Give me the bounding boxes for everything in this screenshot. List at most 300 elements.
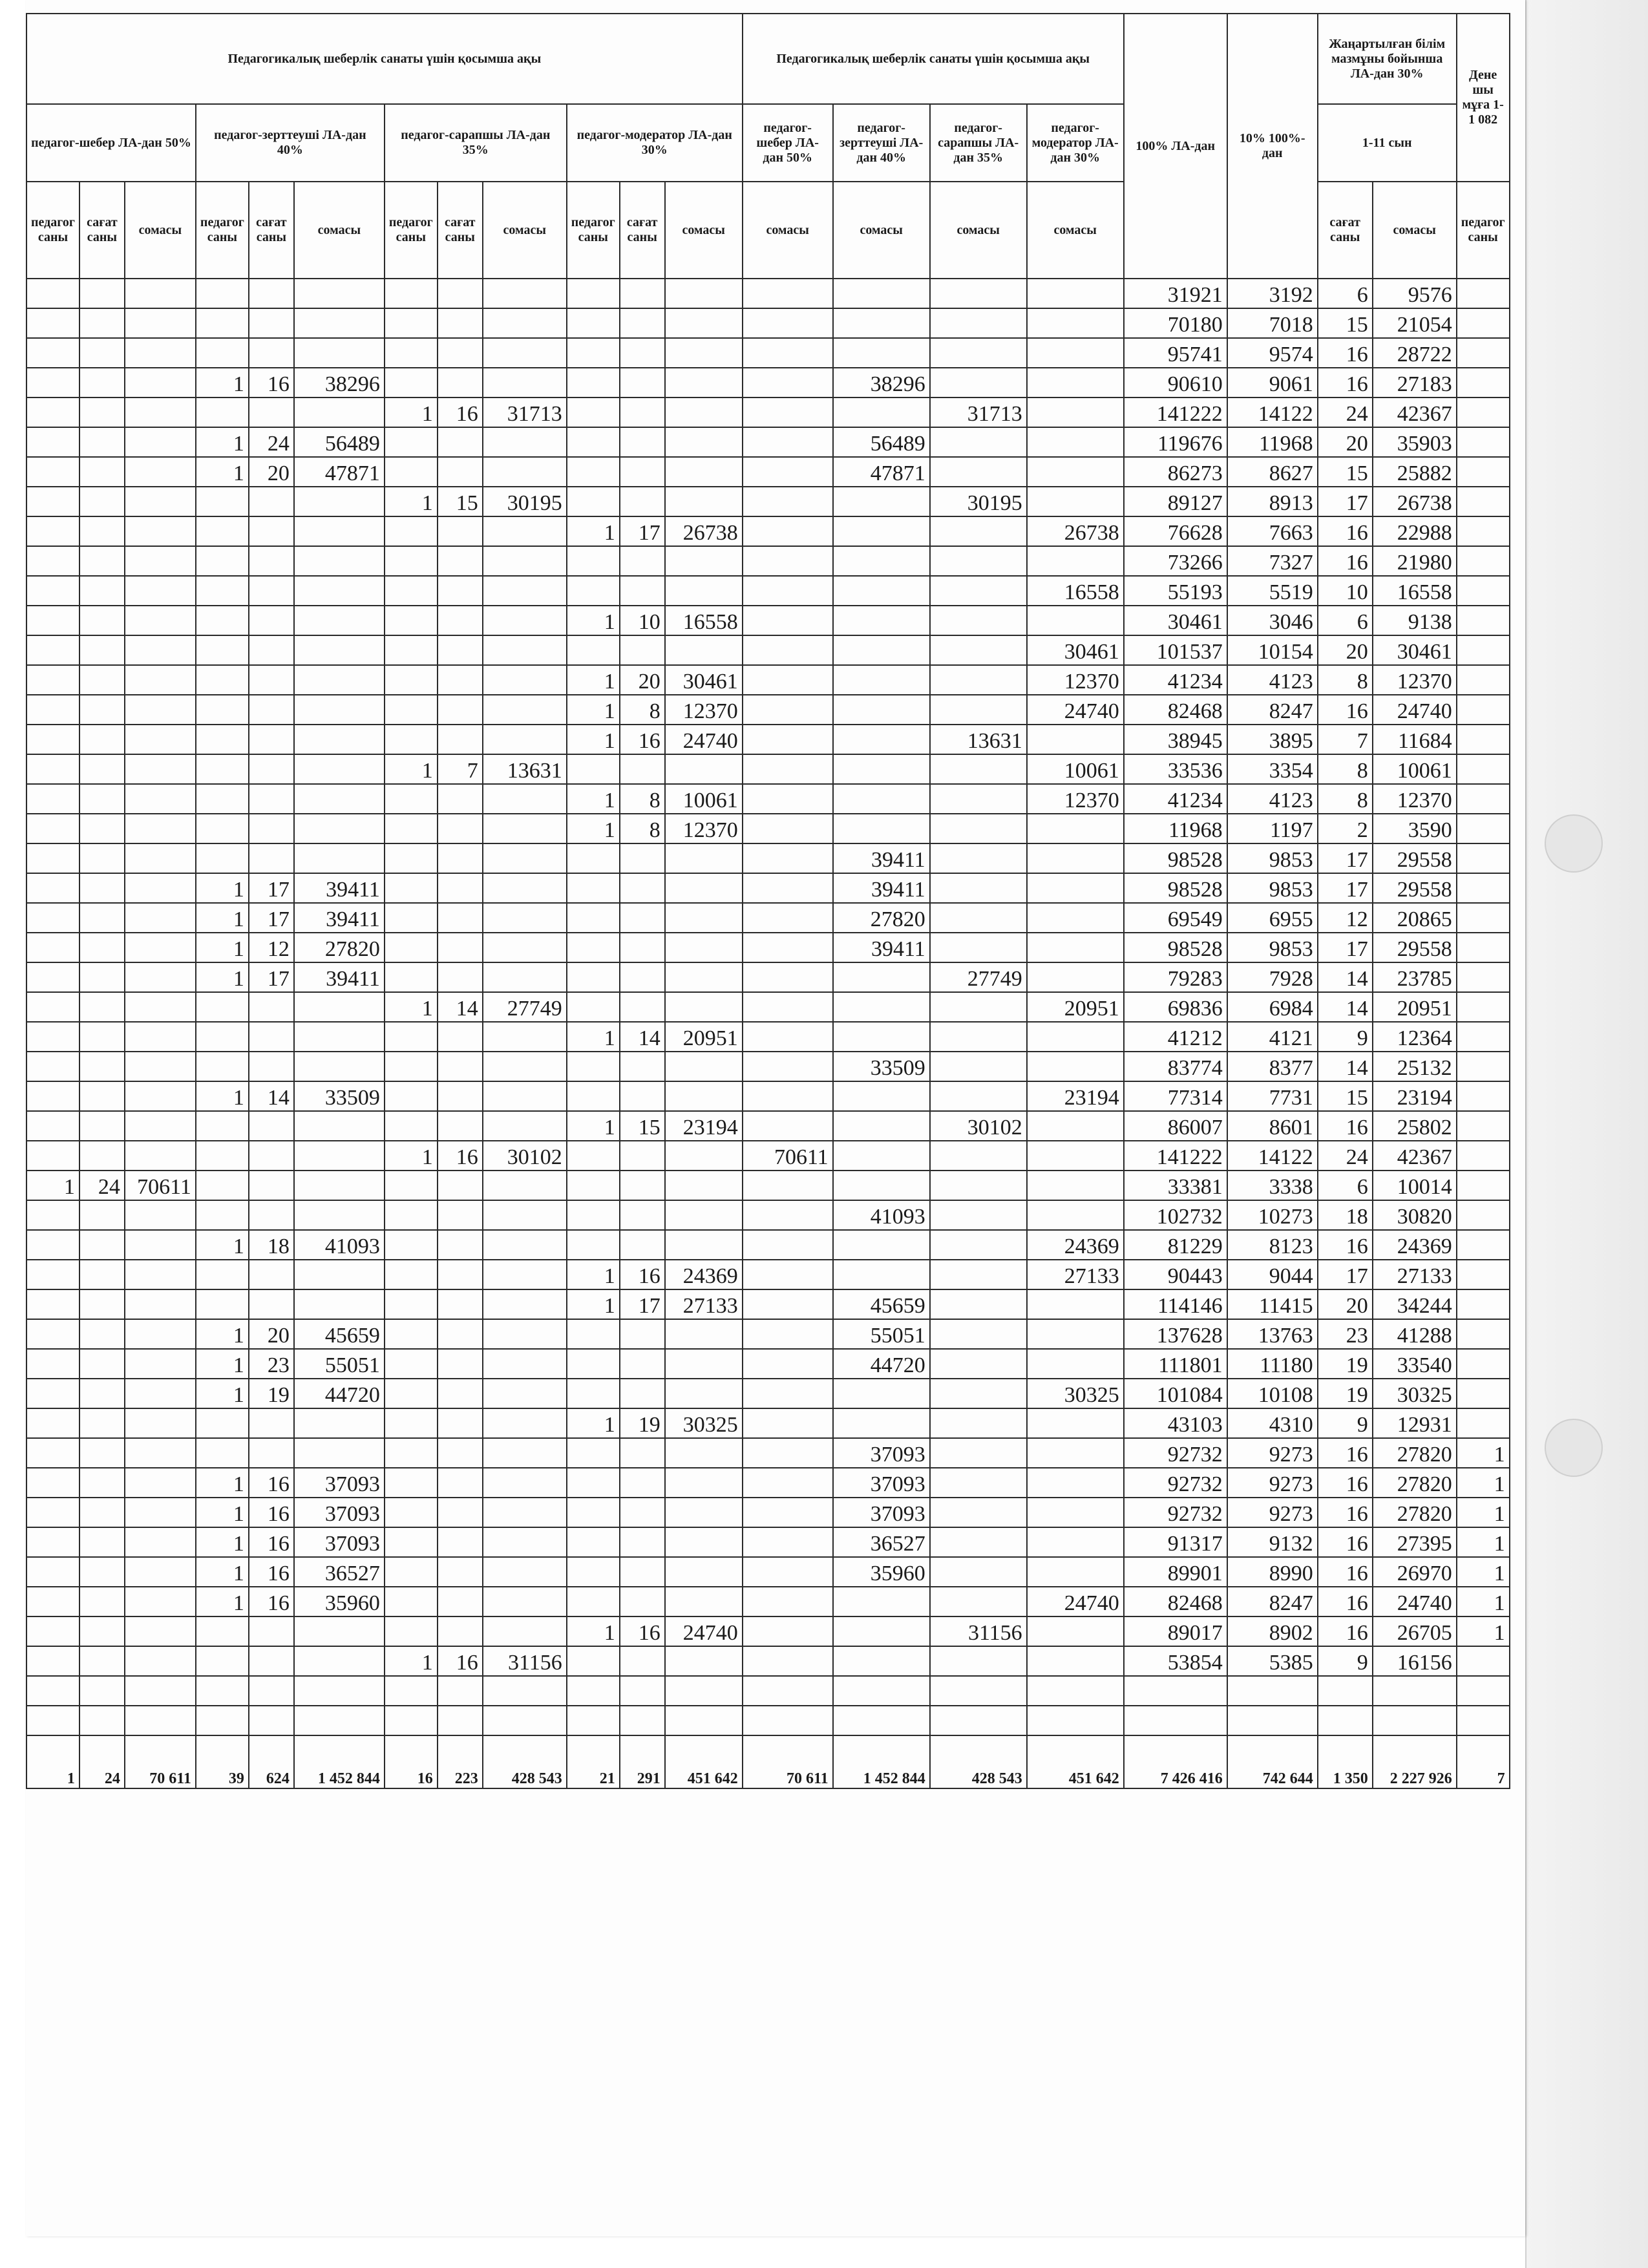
- table-cell: [385, 962, 438, 992]
- table-cell: [1457, 606, 1510, 635]
- table-cell: 1: [196, 1379, 249, 1408]
- table-cell: [125, 1289, 196, 1319]
- table-cell: 15: [620, 1111, 665, 1141]
- table-cell: [743, 1527, 833, 1557]
- table-cell: [743, 784, 833, 814]
- table-cell: 28722: [1373, 338, 1457, 368]
- table-cell: 17: [1318, 843, 1373, 873]
- table-cell: [385, 546, 438, 576]
- table-cell: 10: [1318, 576, 1373, 606]
- table-cell: [125, 1468, 196, 1498]
- table-cell: 27820: [1373, 1468, 1457, 1498]
- table-cell: 29558: [1373, 873, 1457, 903]
- table-cell: [125, 308, 196, 338]
- table-cell: [294, 784, 385, 814]
- table-cell: [385, 576, 438, 606]
- table-cell: [833, 1022, 930, 1052]
- table-cell: [26, 873, 79, 903]
- table-cell: 45659: [833, 1289, 930, 1319]
- table-cell: 12370: [1027, 665, 1124, 695]
- table-cell: [1457, 1141, 1510, 1171]
- table-cell: [483, 1408, 567, 1438]
- table-cell: [1027, 1319, 1124, 1349]
- table-cell: 39411: [833, 933, 930, 962]
- table-cell: [26, 1260, 79, 1289]
- table-cell: [743, 279, 833, 308]
- table-cell: [125, 427, 196, 457]
- table-row: [26, 1468, 1510, 1498]
- header-sagat-sany: сағат саны: [79, 182, 125, 279]
- table-cell: [294, 814, 385, 843]
- table-cell: [665, 487, 743, 516]
- table-cell: [438, 1527, 483, 1557]
- table-cell: [26, 457, 79, 487]
- table-cell: [385, 1616, 438, 1646]
- table-cell: 21054: [1373, 308, 1457, 338]
- table-cell: [930, 1230, 1027, 1260]
- table-cell: [567, 1646, 620, 1676]
- table-cell: [1457, 308, 1510, 338]
- table-cell: [79, 1557, 125, 1587]
- table-cell: [438, 1260, 483, 1289]
- table-cell: 1: [196, 933, 249, 962]
- table-cell: 27133: [665, 1289, 743, 1319]
- table-cell: [665, 873, 743, 903]
- table-cell: [79, 1319, 125, 1349]
- table-cell: 24: [1318, 397, 1373, 427]
- table-cell: 20: [620, 665, 665, 695]
- table-cell: [1027, 427, 1124, 457]
- table-cell: [620, 397, 665, 427]
- table-row: [26, 1141, 1510, 1171]
- table-cell: 41093: [833, 1200, 930, 1230]
- table-cell: 17: [249, 962, 294, 992]
- table-cell: [930, 1527, 1027, 1557]
- table-cell: [567, 1498, 620, 1527]
- table-cell: 8123: [1227, 1230, 1318, 1260]
- table-cell: [1027, 368, 1124, 397]
- table-cell: [249, 576, 294, 606]
- table-cell: 3590: [1373, 814, 1457, 843]
- table-cell: [743, 1587, 833, 1616]
- table-cell: [483, 933, 567, 962]
- table-cell: 26738: [1027, 516, 1124, 546]
- header-somasy: сомасы: [125, 182, 196, 279]
- table-cell: [249, 635, 294, 665]
- table-cell: [1027, 1616, 1124, 1646]
- table-cell: [930, 606, 1027, 635]
- table-cell: [743, 695, 833, 725]
- empty-cell: [620, 1706, 665, 1735]
- table-cell: [125, 814, 196, 843]
- table-cell: 24740: [1373, 1587, 1457, 1616]
- table-cell: [833, 1260, 930, 1289]
- table-cell: [833, 397, 930, 427]
- table-cell: [930, 1171, 1027, 1200]
- table-row: [26, 1557, 1510, 1587]
- table-cell: [665, 1081, 743, 1111]
- table-cell: [294, 665, 385, 695]
- table-cell: [483, 1260, 567, 1289]
- table-cell: 12370: [665, 814, 743, 843]
- table-cell: [833, 516, 930, 546]
- table-cell: 24369: [665, 1260, 743, 1289]
- table-cell: 27395: [1373, 1527, 1457, 1557]
- totals-row: [26, 1735, 1510, 1788]
- table-cell: [1027, 725, 1124, 754]
- table-cell: 16: [1318, 516, 1373, 546]
- table-cell: 16: [249, 1498, 294, 1527]
- table-cell: [385, 873, 438, 903]
- header2-moderator: педагог-модератор ЛА-дан 30%: [1027, 104, 1124, 182]
- table-cell: [125, 665, 196, 695]
- table-row: [26, 1349, 1510, 1379]
- total-cell: 2 227 926: [1373, 1735, 1457, 1788]
- table-cell: 12: [1318, 903, 1373, 933]
- table-cell: [125, 487, 196, 516]
- table-cell: [930, 1022, 1027, 1052]
- table-cell: 16: [249, 1468, 294, 1498]
- table-cell: [833, 814, 930, 843]
- table-cell: [1457, 903, 1510, 933]
- table-cell: [79, 1200, 125, 1230]
- table-cell: [567, 1200, 620, 1230]
- table-cell: 16: [620, 1260, 665, 1289]
- table-cell: [620, 1498, 665, 1527]
- table-cell: [620, 843, 665, 873]
- table-cell: 10061: [665, 784, 743, 814]
- table-cell: 19: [249, 1379, 294, 1408]
- table-cell: 26970: [1373, 1557, 1457, 1587]
- table-cell: [385, 933, 438, 962]
- table-cell: [665, 576, 743, 606]
- table-cell: [567, 576, 620, 606]
- table-cell: [665, 1349, 743, 1379]
- table-cell: 98528: [1124, 843, 1227, 873]
- empty-row: [26, 1676, 1510, 1706]
- table-cell: 1: [567, 1616, 620, 1646]
- table-cell: 17: [249, 873, 294, 903]
- empty-cell: [438, 1706, 483, 1735]
- table-cell: 16: [1318, 368, 1373, 397]
- table-cell: [79, 1468, 125, 1498]
- table-cell: [567, 1171, 620, 1200]
- table-cell: 1: [196, 873, 249, 903]
- table-row: [26, 1230, 1510, 1260]
- table-cell: 79283: [1124, 962, 1227, 992]
- table-cell: 53854: [1124, 1646, 1227, 1676]
- table-cell: [620, 457, 665, 487]
- table-cell: [385, 516, 438, 546]
- table-cell: [567, 1557, 620, 1587]
- table-row: [26, 606, 1510, 635]
- table-cell: [79, 1349, 125, 1379]
- table-cell: 7928: [1227, 962, 1318, 992]
- table-cell: [125, 1230, 196, 1260]
- table-cell: [385, 695, 438, 725]
- table-cell: [1457, 784, 1510, 814]
- total-cell: 1 452 844: [294, 1735, 385, 1788]
- table-cell: 12364: [1373, 1022, 1457, 1052]
- table-cell: 23194: [1373, 1081, 1457, 1111]
- table-cell: [196, 1260, 249, 1289]
- table-cell: [930, 368, 1027, 397]
- table-cell: [620, 1081, 665, 1111]
- empty-cell: [1027, 1676, 1124, 1706]
- table-cell: [483, 1171, 567, 1200]
- table-cell: [1457, 1200, 1510, 1230]
- table-cell: [620, 368, 665, 397]
- header-grades-1-11: 1-11 сын: [1318, 104, 1457, 182]
- table-cell: [665, 635, 743, 665]
- table-cell: [743, 1646, 833, 1676]
- table-cell: [26, 338, 79, 368]
- table-cell: [1027, 1022, 1124, 1052]
- table-cell: 1: [196, 457, 249, 487]
- table-cell: 9132: [1227, 1527, 1318, 1557]
- table-cell: 44720: [294, 1379, 385, 1408]
- table-cell: 24: [1318, 1141, 1373, 1171]
- table-cell: [665, 1557, 743, 1587]
- table-row: [26, 784, 1510, 814]
- table-cell: 7: [438, 754, 483, 784]
- table-cell: [385, 1289, 438, 1319]
- table-cell: 17: [620, 1289, 665, 1319]
- table-cell: 11415: [1227, 1289, 1318, 1319]
- table-cell: 70180: [1124, 308, 1227, 338]
- table-cell: 2: [1318, 814, 1373, 843]
- table-cell: [438, 665, 483, 695]
- table-cell: [833, 546, 930, 576]
- table-cell: [26, 1408, 79, 1438]
- table-cell: 30461: [665, 665, 743, 695]
- table-cell: [26, 308, 79, 338]
- table-cell: [294, 695, 385, 725]
- table-cell: [620, 338, 665, 368]
- table-cell: [79, 397, 125, 427]
- table-cell: [79, 606, 125, 635]
- table-cell: 6: [1318, 279, 1373, 308]
- table-cell: [833, 1408, 930, 1438]
- table-cell: [294, 576, 385, 606]
- table-cell: [26, 606, 79, 635]
- table-cell: 39411: [833, 873, 930, 903]
- total-cell: 7: [1457, 1735, 1510, 1788]
- table-cell: [483, 1616, 567, 1646]
- table-cell: [483, 1587, 567, 1616]
- table-cell: 12370: [1373, 784, 1457, 814]
- table-cell: [930, 843, 1027, 873]
- total-cell: 1 350: [1318, 1735, 1373, 1788]
- table-cell: [1027, 1527, 1124, 1557]
- table-cell: 114146: [1124, 1289, 1227, 1319]
- empty-cell: [26, 1676, 79, 1706]
- table-row: [26, 1111, 1510, 1141]
- table-cell: [620, 1349, 665, 1379]
- table-cell: 101084: [1124, 1379, 1227, 1408]
- header-somasy: сомасы: [743, 182, 833, 279]
- table-cell: [79, 576, 125, 606]
- table-cell: [438, 1111, 483, 1141]
- table-cell: [249, 665, 294, 695]
- table-cell: 24369: [1373, 1230, 1457, 1260]
- table-cell: 70611: [743, 1141, 833, 1171]
- table-row: [26, 427, 1510, 457]
- total-cell: 624: [249, 1735, 294, 1788]
- table-cell: [26, 635, 79, 665]
- table-cell: [79, 725, 125, 754]
- empty-cell: [567, 1706, 620, 1735]
- table-cell: [1457, 1230, 1510, 1260]
- table-cell: [196, 1111, 249, 1141]
- table-cell: [567, 873, 620, 903]
- table-cell: 19: [620, 1408, 665, 1438]
- table-cell: 77314: [1124, 1081, 1227, 1111]
- table-cell: [196, 279, 249, 308]
- table-cell: [620, 576, 665, 606]
- table-cell: [483, 1319, 567, 1349]
- table-cell: [79, 368, 125, 397]
- table-cell: 30325: [665, 1408, 743, 1438]
- table-cell: 24740: [665, 725, 743, 754]
- header-pedagog-sany: педагог саны: [196, 182, 249, 279]
- empty-cell: [1124, 1706, 1227, 1735]
- table-cell: [483, 576, 567, 606]
- table-row: [26, 635, 1510, 665]
- table-cell: [833, 1587, 930, 1616]
- table-cell: [249, 992, 294, 1022]
- table-cell: [620, 487, 665, 516]
- table-cell: [79, 1260, 125, 1289]
- header2-sarapshy: педагог-сарапшы ЛА-дан 35%: [930, 104, 1027, 182]
- table-cell: 1: [1457, 1438, 1510, 1468]
- table-cell: [125, 1498, 196, 1527]
- table-cell: 82468: [1124, 695, 1227, 725]
- table-cell: [125, 784, 196, 814]
- table-cell: [1027, 1349, 1124, 1379]
- table-cell: [483, 962, 567, 992]
- table-cell: [294, 725, 385, 754]
- table-cell: 9273: [1227, 1438, 1318, 1468]
- table-cell: 11180: [1227, 1349, 1318, 1379]
- table-cell: [483, 1498, 567, 1527]
- table-cell: [1457, 962, 1510, 992]
- table-cell: [483, 516, 567, 546]
- table-cell: [1027, 1408, 1124, 1438]
- table-cell: [930, 1200, 1027, 1230]
- table-cell: [1457, 665, 1510, 695]
- table-cell: [620, 754, 665, 784]
- salary-ledger-table: [26, 13, 1510, 1789]
- table-cell: [196, 546, 249, 576]
- table-cell: 21980: [1373, 546, 1457, 576]
- table-cell: [438, 1438, 483, 1468]
- table-cell: [833, 1111, 930, 1141]
- table-cell: [833, 487, 930, 516]
- table-cell: 12931: [1373, 1408, 1457, 1438]
- empty-cell: [385, 1676, 438, 1706]
- table-cell: 15: [1318, 308, 1373, 338]
- empty-cell: [483, 1706, 567, 1735]
- table-cell: [79, 1111, 125, 1141]
- table-cell: 24740: [1373, 695, 1457, 725]
- table-cell: [125, 1379, 196, 1408]
- empty-cell: [1373, 1676, 1457, 1706]
- table-cell: [79, 873, 125, 903]
- table-cell: [743, 1379, 833, 1408]
- table-cell: [1027, 487, 1124, 516]
- empty-cell: [930, 1676, 1027, 1706]
- header-pedagog-sany: педагог саны: [1457, 182, 1510, 279]
- table-cell: 95741: [1124, 338, 1227, 368]
- table-cell: 9061: [1227, 368, 1318, 397]
- table-cell: [385, 784, 438, 814]
- table-cell: [79, 903, 125, 933]
- total-cell: 223: [438, 1735, 483, 1788]
- total-cell: 7 426 416: [1124, 1735, 1227, 1788]
- table-cell: [125, 516, 196, 546]
- table-cell: 6955: [1227, 903, 1318, 933]
- table-cell: [196, 1646, 249, 1676]
- table-cell: 41093: [294, 1230, 385, 1260]
- table-cell: 38296: [833, 368, 930, 397]
- table-row: [26, 308, 1510, 338]
- table-cell: [26, 814, 79, 843]
- table-cell: [79, 992, 125, 1022]
- table-cell: 19: [1318, 1349, 1373, 1379]
- total-cell: 428 543: [483, 1735, 567, 1788]
- table-cell: 7663: [1227, 516, 1318, 546]
- table-cell: 14: [438, 992, 483, 1022]
- table-cell: [294, 308, 385, 338]
- table-cell: 1: [567, 725, 620, 754]
- table-cell: [567, 1230, 620, 1260]
- header-sagat-sany: сағат саны: [1318, 182, 1373, 279]
- table-cell: [665, 1230, 743, 1260]
- table-cell: [294, 1646, 385, 1676]
- table-cell: [1027, 843, 1124, 873]
- table-cell: 31156: [483, 1646, 567, 1676]
- table-cell: [1457, 933, 1510, 962]
- table-cell: 20: [249, 1319, 294, 1349]
- table-cell: [26, 1022, 79, 1052]
- table-cell: [249, 308, 294, 338]
- table-cell: [385, 1081, 438, 1111]
- table-cell: 17: [1318, 1260, 1373, 1289]
- table-cell: 36527: [833, 1527, 930, 1557]
- table-cell: 137628: [1124, 1319, 1227, 1349]
- empty-cell: [1457, 1676, 1510, 1706]
- table-cell: 8247: [1227, 695, 1318, 725]
- table-cell: [1457, 635, 1510, 665]
- table-cell: [1457, 368, 1510, 397]
- table-cell: [26, 843, 79, 873]
- table-cell: [79, 784, 125, 814]
- table-cell: [1457, 1319, 1510, 1349]
- table-cell: [930, 427, 1027, 457]
- table-cell: [483, 457, 567, 487]
- table-cell: [125, 873, 196, 903]
- table-cell: 6: [1318, 606, 1373, 635]
- table-cell: [483, 1081, 567, 1111]
- table-cell: [196, 397, 249, 427]
- table-cell: 70611: [125, 1171, 196, 1200]
- empty-cell: [665, 1676, 743, 1706]
- table-cell: [483, 843, 567, 873]
- table-cell: 25802: [1373, 1111, 1457, 1141]
- table-cell: [26, 279, 79, 308]
- table-cell: [125, 338, 196, 368]
